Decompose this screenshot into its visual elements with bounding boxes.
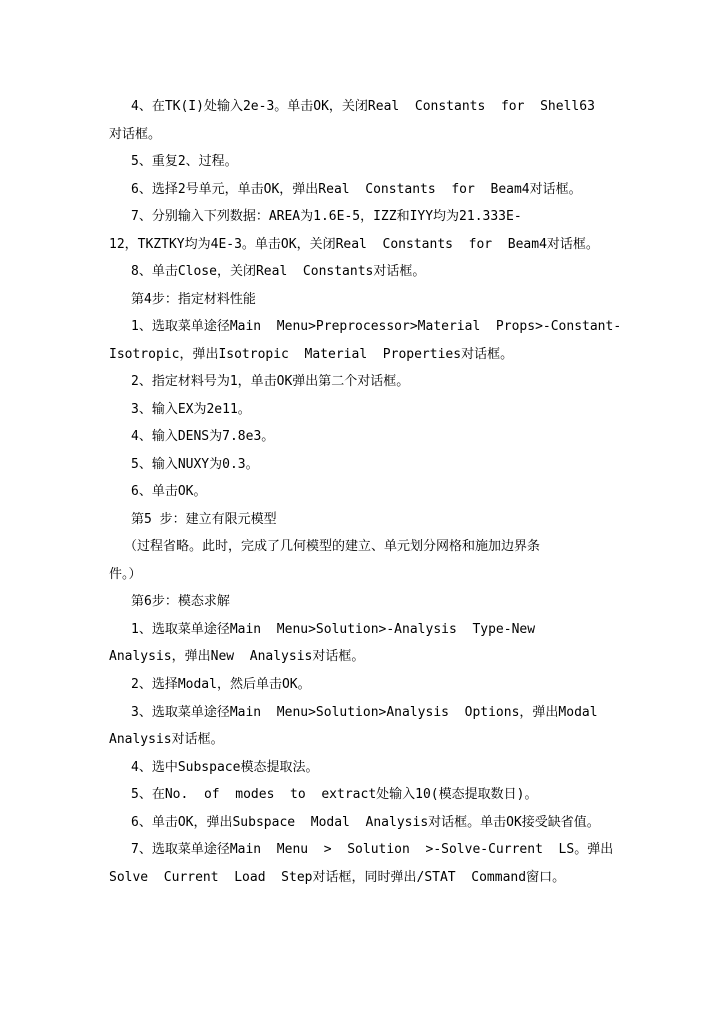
section-heading-step5: 第5 步：建立有限元模型 [131, 512, 277, 527]
text-line-18: 件。） [109, 567, 142, 582]
text-line-17: （过程省略。此时，完成了几何模型的建立、单元划分网格和施加边界条 [124, 539, 541, 554]
text-line-7: 8、单击Close，关闭Real Constants对话框。 [131, 264, 426, 279]
text-line-13: 4、输入DENS为7.8e3。 [131, 429, 275, 444]
text-line-29: Solve Current Load Step对话框，同时弹出/STAT Command窗口。 [109, 870, 566, 885]
text-line-9: 1、选取菜单途径Main Menu>Preprocessor>Material Props>-Constant- [131, 319, 622, 334]
text-line-23: 3、选取菜单途径Main Menu>Solution>Analysis Options，弹出Modal [131, 705, 598, 720]
text-line-4: 6、选择2号单元，单击OK，弹出Real Constants for Beam4对话框。 [131, 182, 582, 197]
text-line-26: 5、在No. of modes to extract处输入10(模态提取数日)。 [131, 787, 538, 802]
text-line-28: 7、选取菜单途径Main Menu > Solution >-Solve-Current LS。弹出 [131, 842, 614, 857]
text-line-12: 3、输入EX为2e11。 [131, 402, 251, 417]
text-line-2: 对话框。 [109, 127, 162, 142]
text-line-20: 1、选取菜单途径Main Menu>Solution>-Analysis Type-New [131, 622, 536, 637]
text-line-24: Analysis对话框。 [109, 732, 224, 747]
section-heading-step4: 第4步：指定材料性能 [131, 292, 256, 307]
text-line-25: 4、选中Subspace模态提取法。 [131, 760, 319, 775]
text-line-27: 6、单击OK，弹出Subspace Modal Analysis对话框。单击OK接受缺省值。 [131, 815, 600, 830]
text-line-10: Isotropic，弹出Isotropic Material Properties对话框。 [109, 347, 514, 362]
text-line-3: 5、重复2、过程。 [131, 154, 238, 169]
text-line-22: 2、选择Modal，然后单击OK。 [131, 677, 311, 692]
text-line-21: Analysis，弹出New Analysis对话框。 [109, 649, 365, 664]
text-line-15: 6、单击OK。 [131, 484, 207, 499]
text-line-6: 12，TKZTKY均为4E-3。单击OK，关闭Real Constants for Beam4对话框。 [109, 237, 599, 252]
text-line-5: 7、分别输入下列数据：AREA为1.6E-5，IZZ和IYY均为21.333E- [131, 209, 522, 224]
section-heading-step6: 第6步：模态求解 [131, 594, 230, 609]
text-line-11: 2、指定材料号为1，单击OK弹出第二个对话框。 [131, 374, 410, 389]
text-line-14: 5、输入NUXY为0.3。 [131, 457, 259, 472]
text-line-1: 4、在TK(I)处输入2e-3。单击OK，关闭Real Constants for Shell63 [131, 99, 595, 114]
